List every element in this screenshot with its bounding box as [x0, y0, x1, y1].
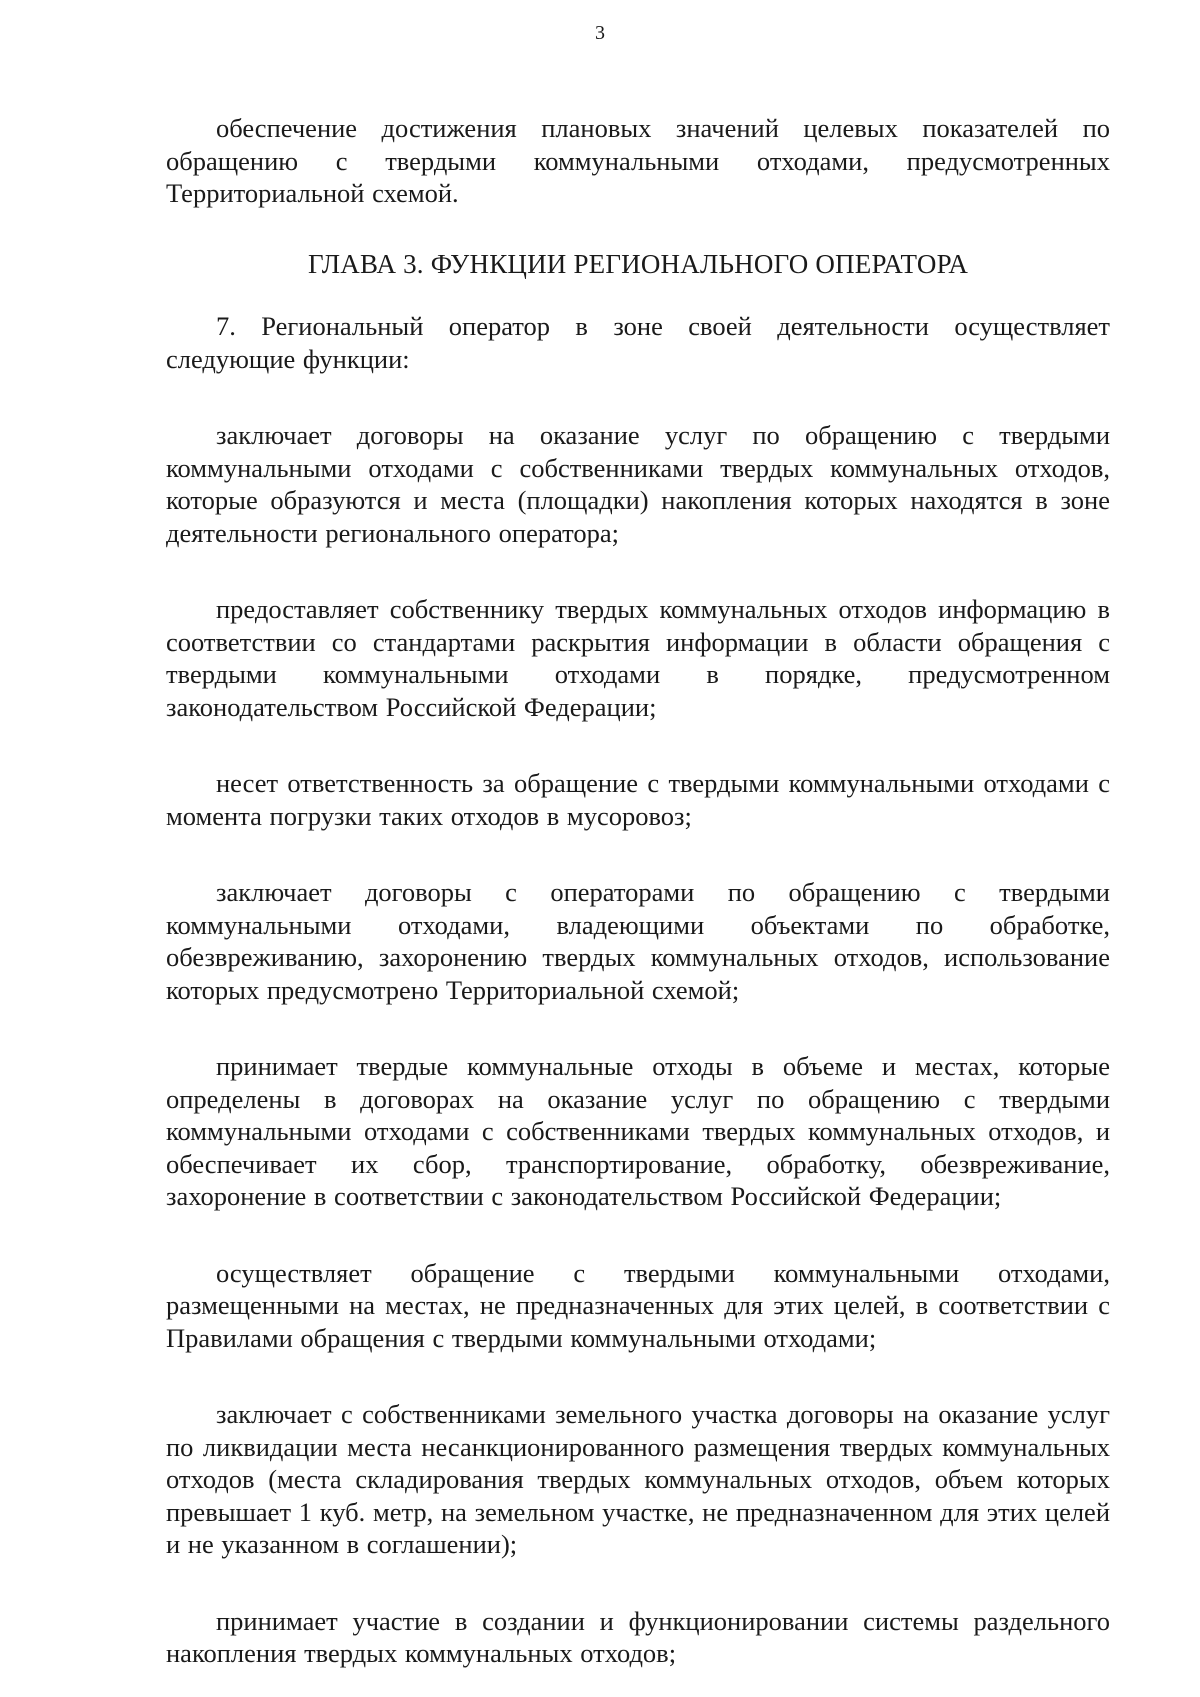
function-item: принимает твердые коммунальные отходы в объеме и местах, которые определены в договорах на оказание услуг по обращению с твердыми коммунальными отходами с собственниками твердых коммунальных отходов, и обеспечивает их сбор, транспортирование, обработку, обезвреживание, захоронение в соответствии с законодательством Российской Федерации;: [166, 1051, 1110, 1211]
page-number: 3: [595, 22, 605, 44]
clause-7-paragraph: 7. Региональный оператор в зоне своей деятельности осуществляет следующие функции:: [166, 311, 1110, 374]
intro-paragraph: обеспечение достижения плановых значений целевых показателей по обращению с твердыми коммунальными отходами, предусмотренных Территориальной схемой.: [166, 113, 1110, 208]
function-item: заключает договоры на оказание услуг по обращению с твердыми коммунальными отходами с собственниками твердых коммунальных отходов, которые образуются и места (площадки) накопления которых находятся в зоне деятельности регионального оператора;: [166, 420, 1110, 548]
function-item: принимает участие в создании и функционировании системы раздельного накопления твердых коммунальных отходов;: [166, 1605, 1110, 1668]
document-body: [166, 112, 1110, 1670]
function-item: осуществляет обращение с твердыми коммунальными отходами, размещенными на местах, не предназначенных для этих целей, в соответствии с Правилами обращения с твердыми коммунальными отходами;: [166, 1257, 1110, 1353]
function-item: предоставляет собственнику твердых коммунальных отходов информацию в соответствии со стандартами раскрытия информации в области обращения с твердыми коммунальными отходами в порядке, предусмотренном законодательством Российской Федерации;: [166, 594, 1110, 722]
chapter-heading: ГЛАВА 3. ФУНКЦИИ РЕГИОНАЛЬНОГО ОПЕРАТОРА: [307, 248, 969, 279]
function-item: заключает с собственниками земельного участка договоры на оказание услуг по ликвидации места несанкционированного размещения твердых коммунальных отходов (места складирования твердых коммунальных отходов, объем которых превышает 1 куб. метр, на земельном участке, не предназначенном для этих целей и не указанном в соглашении);: [166, 1399, 1110, 1559]
function-item: заключает договоры с операторами по обращению с твердыми коммунальными отходами, владеющими объектами по обработке, обезвреживанию, захоронению твердых коммунальных отходов, использование которых предусмотрено Территориальной схемой;: [166, 877, 1110, 1005]
function-item: несет ответственность за обращение с твердыми коммунальными отходами с момента погрузки таких отходов в мусоровоз;: [166, 768, 1110, 831]
